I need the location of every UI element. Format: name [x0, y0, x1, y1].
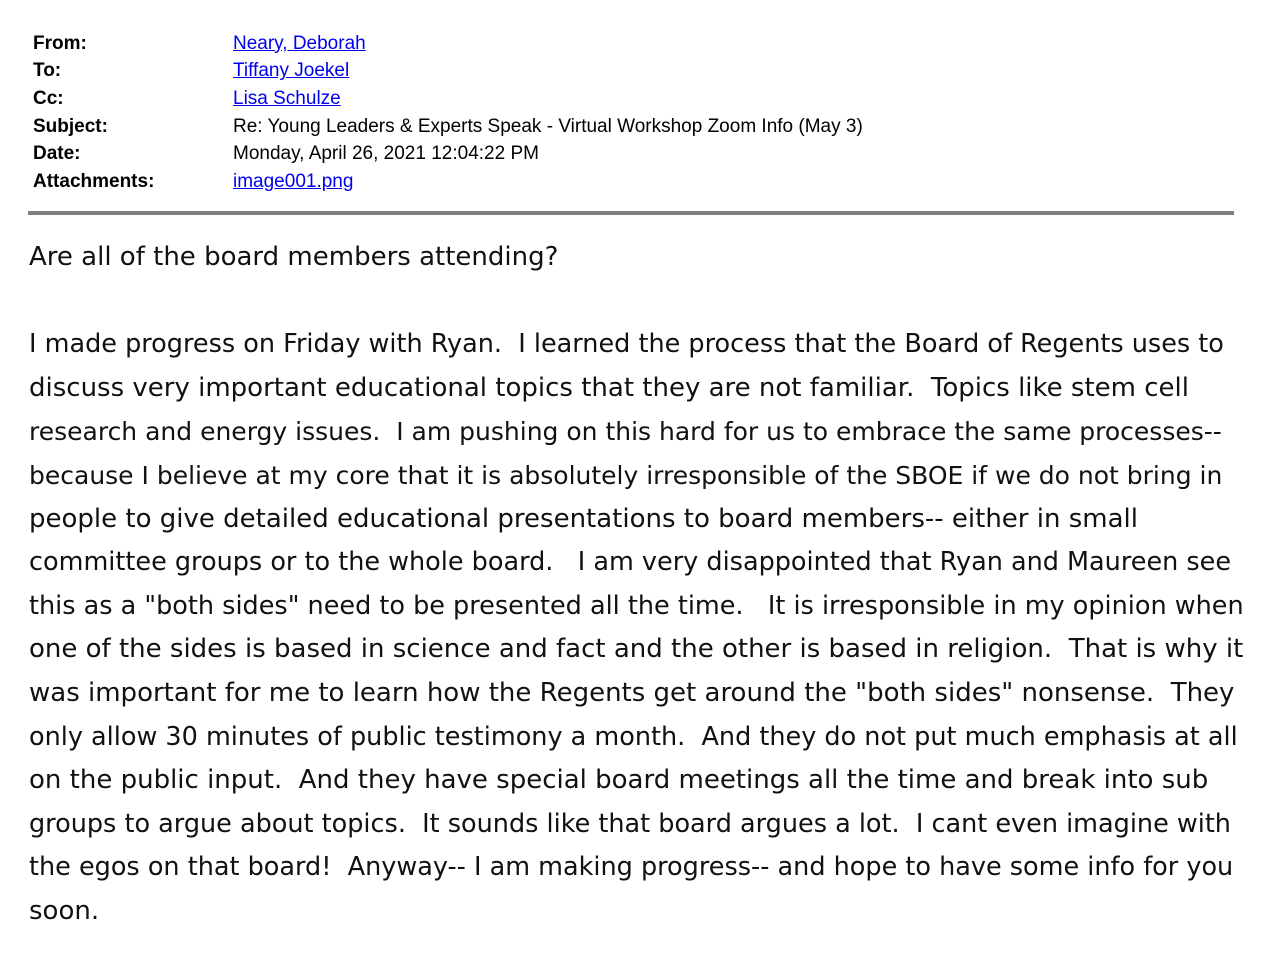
body-line: I made progress on Friday with Ryan. I learned the process that the Board of Regents uses to — [29, 329, 1224, 360]
body-line: on the public input. And they have special board meetings all the time and break into sub — [29, 765, 1209, 796]
body-line: was important for me to learn how the Regents get around the "both sides" nonsense. They — [29, 677, 1235, 708]
header-row-to — [33, 58, 1233, 86]
date-value: Monday, April 26, 2021 12:04:22 PM — [233, 143, 539, 165]
body-line: committee groups or to the whole board. I am very disappointed that Ryan and Maureen see — [29, 547, 1232, 578]
to-label: To: — [33, 60, 62, 82]
header-row-date — [33, 140, 1233, 168]
header-row-cc — [33, 85, 1233, 113]
subject-label: Subject: — [33, 115, 108, 137]
body-line: research and energy issues. I am pushing on this hard for us to embrace the same processes-- — [29, 417, 1222, 447]
date-label: Date: — [33, 143, 81, 165]
from-link[interactable]: Neary, Deborah — [233, 32, 366, 54]
to-link[interactable]: Tiffany Joekel — [233, 60, 350, 82]
paragraph-gap — [29, 280, 1244, 324]
header-row-from — [33, 30, 1233, 58]
attachment-link[interactable]: image001.png — [233, 170, 354, 192]
body-line: people to give detailed educational presentations to board members-- either in small — [29, 503, 1138, 534]
attachments-label: Attachments: — [33, 170, 155, 192]
body-line: because I believe at my core that it is absolutely irresponsible of the SBOE if we do not bring in — [29, 460, 1223, 490]
from-label: From: — [33, 32, 87, 54]
body-line: soon. — [29, 895, 100, 926]
body-line: this as a "both sides" need to be presented all the time. It is irresponsible in my opinion when — [29, 590, 1244, 621]
body-line: one of the sides is based in science and fact and the other is based in religion. That is why it — [29, 634, 1244, 665]
header-row-attachments — [33, 168, 1233, 196]
header-divider — [28, 211, 1234, 215]
email-body — [29, 236, 1244, 934]
body-line: discuss very important educational topics that they are not familiar. Topics like stem cell — [29, 372, 1189, 403]
email-headers — [33, 30, 1233, 196]
body-question: Are all of the board members attending? — [29, 242, 559, 272]
body-paragraph — [29, 323, 1244, 933]
cc-label: Cc: — [33, 87, 64, 109]
cc-link[interactable]: Lisa Schulze — [233, 87, 341, 109]
body-line: the egos on that board! Anyway-- I am making progress-- and hope to have some info for you — [29, 852, 1234, 883]
subject-value: Re: Young Leaders & Experts Speak - Virtual Workshop Zoom Info (May 3) — [233, 115, 863, 137]
body-line: groups to argue about topics. It sounds like that board argues a lot. I cant even imagine with — [29, 808, 1231, 839]
body-line: only allow 30 minutes of public testimony a month. And they do not put much emphasis at all — [29, 721, 1238, 752]
header-row-subject — [33, 113, 1233, 141]
